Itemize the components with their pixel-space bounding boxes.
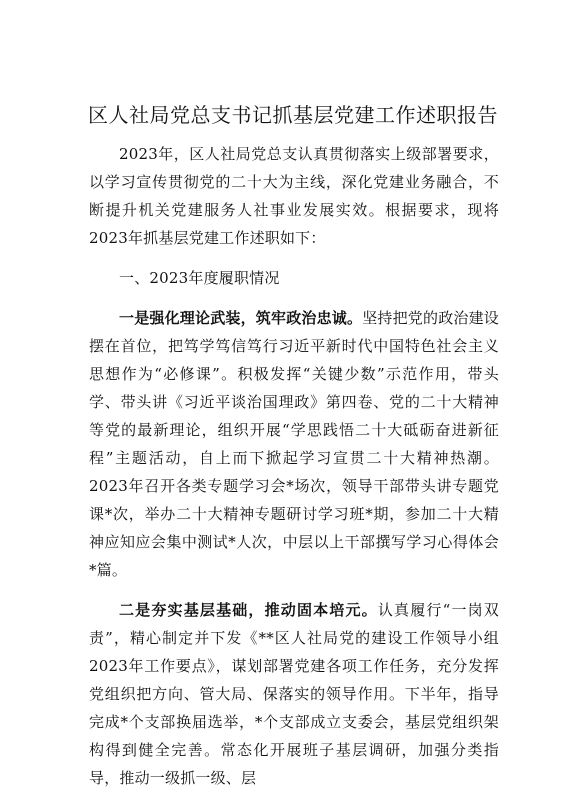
intro-paragraph: 2023年，区人社局党总支认真贯彻落实上级部署要求，以学习宣传贯彻党的二十大为主线，深化党建业务融合，不断提升机关党建服务人社事业发展实效。根据要求，现将2023年抓基层党建工作述职如下： [89, 145, 499, 247]
section-heading: 一、2023年度履职情况 [119, 269, 280, 287]
paragraph-1-lead: 一是强化理论武装，筑牢政治忠诚。 [119, 309, 363, 327]
document-body [89, 140, 499, 792]
document-title: 区人社局党总支书记抓基层党建工作述职报告 [88, 103, 498, 127]
paragraph-2 [89, 596, 499, 792]
paragraph-1 [89, 304, 499, 584]
paragraph-1-text: 坚持把党的政治建设摆在首位，把笃学笃信笃行习近平新时代中国特色社会主义思想作为“必修课”。积极发挥“关键少数”示范作用，带头学、带头讲《习近平谈治国理政》第四卷、党的二十大精神等党的最新理论，组织开展“学思践悟二十大砥砺奋进新征程”主题活动，自上而下掀起学习宣贯二十大精神热潮。2023年召开各类专题学习会*场次，领导干部带头讲专题党课*次，举办二十大精神专题研讨学习班*期，参加二十大精神应知应会集中测试*人次，中层以上干部撰写学习心得体会*篇。 [89, 309, 500, 579]
paragraph-2-lead: 二是夯实基层基础，推动固本培元。 [119, 601, 378, 619]
paragraph-2-text: 认真履行“一岗双责”，精心制定并下发《**区人社局党的建设工作领导小组2023年工作要点》，谋划部署党建各项工作任务，充分发挥党组织把方向、管大局、保落实的领导作用。下半年，指导完成*个支部换届选举，*个支部成立支委会，基层党组织架构得到健全完善。常态化开展班子基层调研，加强分类指导，推动一级抓一级、层 [89, 601, 499, 787]
